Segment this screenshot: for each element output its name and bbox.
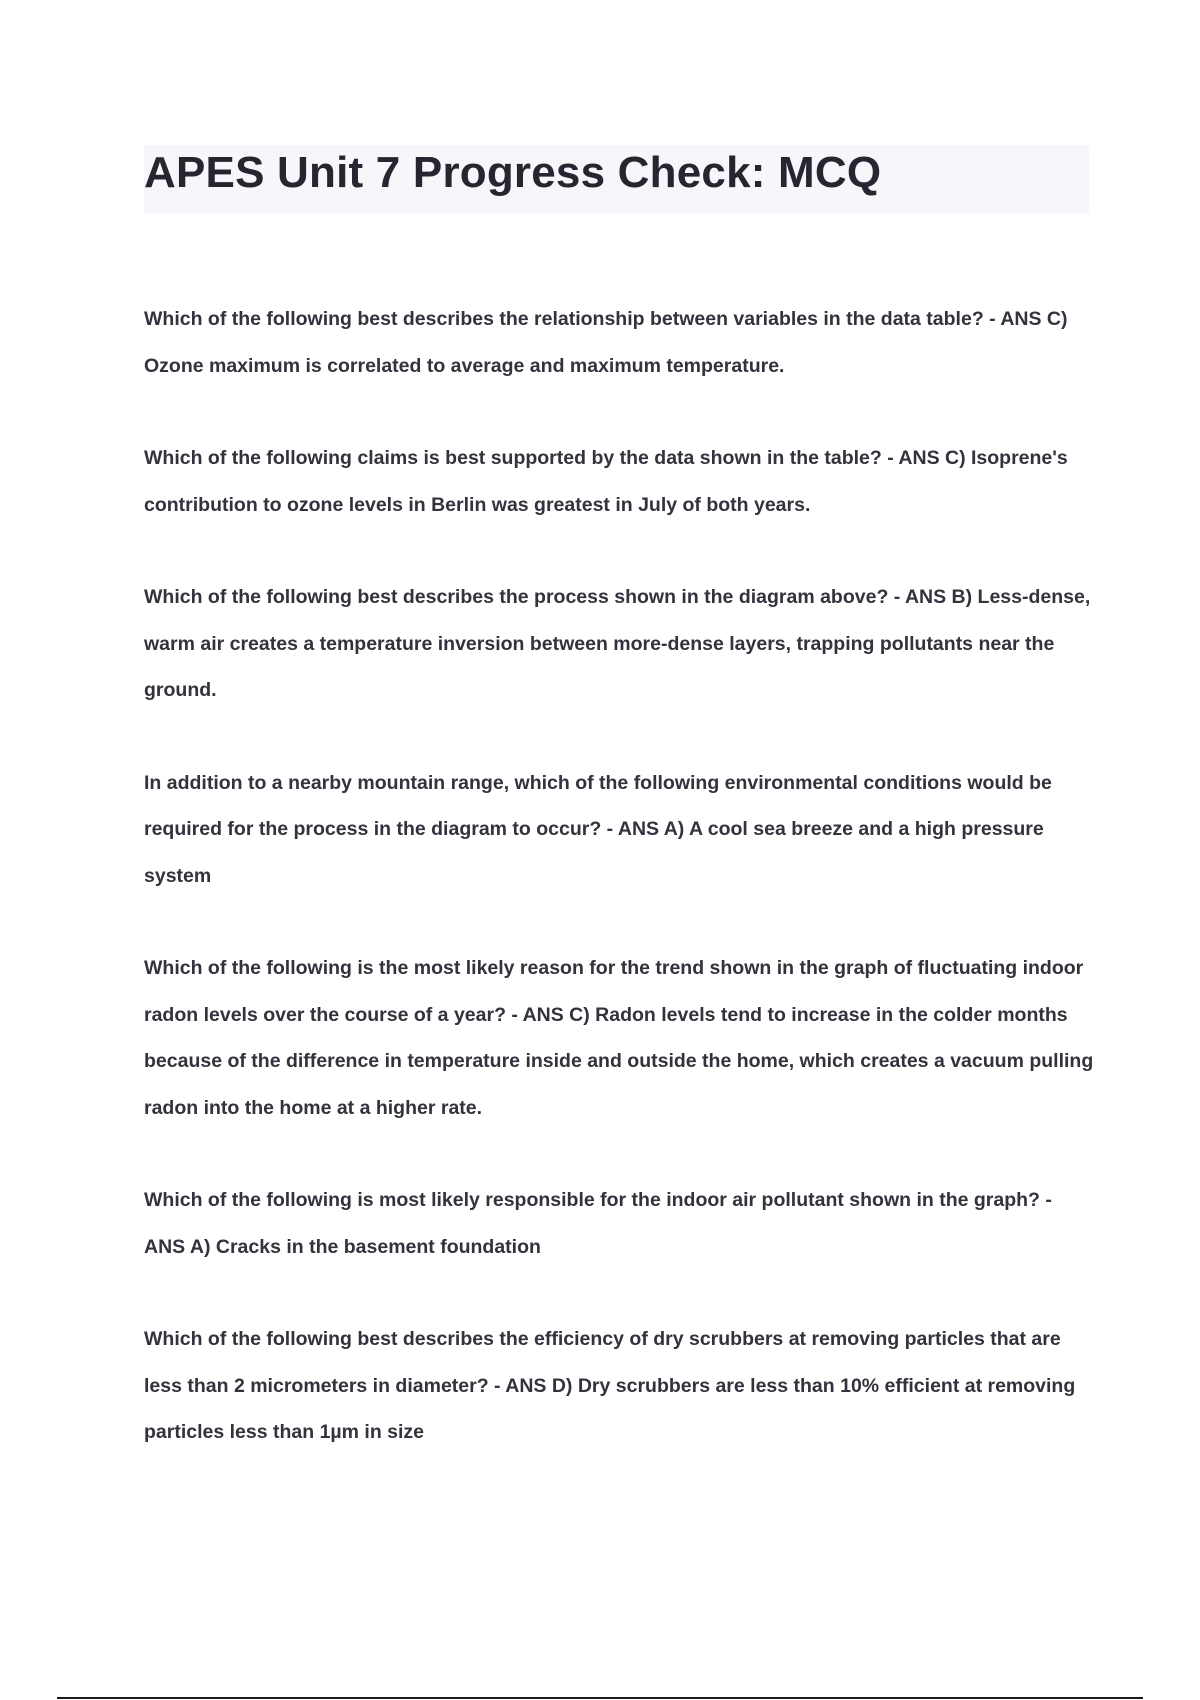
footer-divider [57,1697,1143,1699]
question-answer-4: In addition to a nearby mountain range, which of the following environmental conditions would be required for the process in the diagram to occur? - ANS A) A cool sea breeze and a high pressure system [144,771,1052,887]
question-answer-1: Which of the following best describes the relationship between variables in the data table? - ANS C) Ozone maximum is correlated to average and maximum temperature. [144,308,1068,377]
question-answer-6: Which of the following is most likely responsible for the indoor air pollutant shown in the graph? - ANS A) Cracks in the basement foundation [144,1189,1052,1258]
question-answer-3: Which of the following best describes the process shown in the diagram above? - ANS B) Less-dense, warm air creates a temperature inversion between more-dense layers, trapping pollutants near the ground. [144,586,1091,701]
question-list [144,296,1094,1502]
question-answer-7: Which of the following best describes the efficiency of dry scrubbers at removing particles that are less than 2 micrometers in diameter? - ANS D) Dry scrubbers are less than 10% efficient at removing particles less than 1µm in size [144,1328,1076,1443]
question-answer-5: Which of the following is the most likely reason for the trend shown in the graph of fluctuating indoor radon levels over the course of a year? - ANS C) Radon levels tend to increase in the colder months because of the difference in temperature inside and outside the home, which creates a vacuum pulling radon into the home at a higher rate. [144,957,1094,1119]
question-answer-2: Which of the following claims is best supported by the data shown in the table? - ANS C) Isoprene's contribution to ozone levels in Berlin was greatest in July of both years. [144,447,1068,516]
page-title: APES Unit 7 Progress Check: MCQ [144,148,882,197]
